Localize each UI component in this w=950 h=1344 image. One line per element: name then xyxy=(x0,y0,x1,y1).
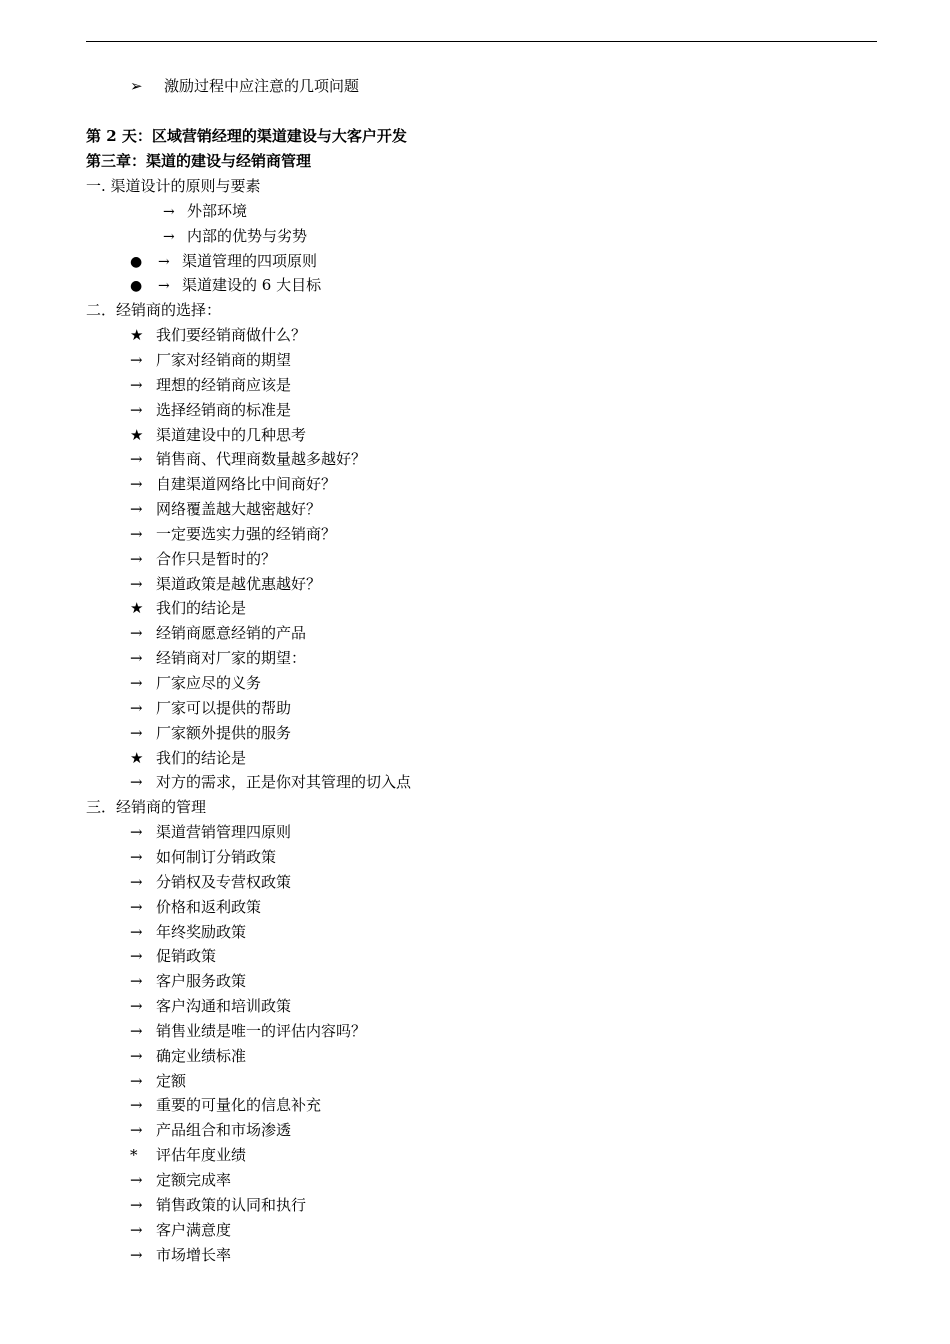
list-item xyxy=(130,1218,231,1243)
list-item xyxy=(130,721,291,746)
arrow-right-icon: → xyxy=(130,1022,143,1040)
arrow-right-icon: → xyxy=(163,204,175,220)
arrow-right-icon: → xyxy=(130,773,143,791)
list-item xyxy=(130,870,291,895)
list-item-text: 理想的经销商应该是 xyxy=(156,376,292,394)
arrow-right-icon: → xyxy=(130,1171,143,1189)
top-list-item-text: 激励过程中应注意的几项问题 xyxy=(164,77,360,95)
list-item-text: 确定业绩标准 xyxy=(156,1047,247,1065)
list-item xyxy=(130,820,291,845)
arrow-right-icon: → xyxy=(130,649,143,667)
list-item-text: 客户沟通和培训政策 xyxy=(156,997,292,1015)
list-item-text: 客户满意度 xyxy=(156,1221,232,1239)
filled-circle-bullet-icon: ● xyxy=(130,278,143,294)
arrow-right-icon: → xyxy=(158,278,170,294)
list-item-text: 市场增长率 xyxy=(156,1246,232,1264)
arrow-right-icon: → xyxy=(163,229,175,245)
list-item xyxy=(163,199,247,224)
list-item-text: 销售商、代理商数量越多越好？ xyxy=(156,450,367,468)
list-item xyxy=(130,1118,291,1143)
list-item xyxy=(130,746,246,771)
list-item-text: 对方的需求，正是你对其管理的切入点 xyxy=(156,773,412,791)
list-item-text: 厂家额外提供的服务 xyxy=(156,724,292,742)
list-item xyxy=(130,944,216,969)
list-item xyxy=(130,1243,231,1268)
list-item-text: 促销政策 xyxy=(156,947,217,965)
list-item-text: 厂家可以提供的帮助 xyxy=(156,699,292,717)
list-item xyxy=(130,994,291,1019)
arrow-right-icon: → xyxy=(130,1246,143,1264)
list-item-text: 厂家对经销商的期望 xyxy=(156,351,292,369)
arrow-right-icon: → xyxy=(130,674,143,692)
list-item-text: 销售业绩是唯一的评估内容吗？ xyxy=(156,1022,367,1040)
list-item xyxy=(130,1069,186,1094)
section-heading: 一. 渠道设计的原则与要素 xyxy=(86,177,261,195)
list-item-text: 厂家应尽的义务 xyxy=(156,674,262,692)
list-item-text: 自建渠道网络比中间商好？ xyxy=(156,475,337,493)
filled-circle-bullet-icon: ● xyxy=(130,254,143,270)
arrow-right-icon: → xyxy=(130,351,143,369)
asterisk-icon: * xyxy=(130,1146,138,1164)
list-item xyxy=(130,398,291,423)
list-item-text: 我们的结论是 xyxy=(156,599,247,617)
list-item xyxy=(163,224,307,249)
list-item xyxy=(130,646,306,671)
arrow-right-icon: → xyxy=(130,500,143,518)
list-item xyxy=(130,547,276,572)
list-item xyxy=(130,596,246,621)
arrow-right-icon: → xyxy=(130,848,143,866)
list-item xyxy=(130,671,261,696)
list-item-text: 内部的优势与劣势 xyxy=(187,227,308,245)
list-item xyxy=(130,497,321,522)
list-item-text: 产品组合和市场渗透 xyxy=(156,1121,292,1139)
arrow-right-icon: → xyxy=(130,550,143,568)
list-item xyxy=(130,621,306,646)
list-item-text: 评估年度业绩 xyxy=(156,1146,247,1164)
arrow-right-icon: → xyxy=(130,1047,143,1065)
list-item-text: 定额完成率 xyxy=(156,1171,232,1189)
arrow-right-icon: → xyxy=(130,699,143,717)
star-icon: ★ xyxy=(130,326,144,344)
list-item xyxy=(130,423,306,448)
arrowhead-bullet-icon: ➢ xyxy=(130,77,143,95)
day-heading: 第 2 天：区域营销经理的渠道建设与大客户开发 xyxy=(86,127,407,145)
header-rule xyxy=(86,41,877,42)
star-icon: ★ xyxy=(130,426,144,444)
list-item xyxy=(130,895,261,920)
list-item-text: 渠道建设的 6 大目标 xyxy=(182,276,322,294)
list-item-text: 合作只是暂时的？ xyxy=(156,550,277,568)
top-list-item xyxy=(130,74,359,99)
list-item-text: 选择经销商的标准是 xyxy=(156,401,292,419)
list-item-text: 渠道政策是越优惠越好？ xyxy=(156,575,322,593)
list-item xyxy=(130,447,366,472)
list-item xyxy=(130,1044,246,1069)
section-heading: 三．经销商的管理 xyxy=(86,798,207,817)
list-item-text: 我们的结论是 xyxy=(156,749,247,767)
arrow-right-icon: → xyxy=(130,624,143,642)
list-item-text: 经销商对厂家的期望： xyxy=(156,649,307,667)
arrow-right-icon: → xyxy=(130,475,143,493)
list-item-text: 客户服务政策 xyxy=(156,972,247,990)
star-icon: ★ xyxy=(130,599,144,617)
list-item-text: 我们要经销商做什么？ xyxy=(156,326,307,344)
list-item-text: 年终奖励政策 xyxy=(156,923,247,941)
list-item xyxy=(130,845,276,870)
list-item xyxy=(130,920,246,945)
list-item xyxy=(130,696,291,721)
arrow-right-icon: → xyxy=(130,376,143,394)
list-item-text: 定额 xyxy=(156,1072,187,1090)
list-item-text: 外部环境 xyxy=(187,202,248,220)
list-item xyxy=(130,572,321,597)
list-item-text: 渠道营销管理四原则 xyxy=(156,823,292,841)
arrow-right-icon: → xyxy=(130,1221,143,1239)
list-item-text: 价格和返利政策 xyxy=(156,898,262,916)
list-item-text: 一定要选实力强的经销商？ xyxy=(156,525,337,543)
list-item xyxy=(130,969,246,994)
list-item xyxy=(130,472,336,497)
list-item xyxy=(130,1168,231,1193)
list-item xyxy=(130,522,336,547)
list-item xyxy=(130,373,291,398)
list-item xyxy=(130,273,321,298)
arrow-right-icon: → xyxy=(130,972,143,990)
list-item-text: 重要的可量化的信息补充 xyxy=(156,1096,322,1114)
star-icon: ★ xyxy=(130,749,144,767)
list-item xyxy=(130,1143,246,1168)
arrow-right-icon: → xyxy=(130,898,143,916)
arrow-right-icon: → xyxy=(130,997,143,1015)
arrow-right-icon: → xyxy=(130,823,143,841)
list-item-text: 渠道建设中的几种思考 xyxy=(156,426,307,444)
arrow-right-icon: → xyxy=(130,923,143,941)
arrow-right-icon: → xyxy=(130,1196,143,1214)
list-item xyxy=(130,249,317,274)
list-item xyxy=(130,1093,321,1118)
list-item-text: 经销商愿意经销的产品 xyxy=(156,624,307,642)
arrow-right-icon: → xyxy=(130,525,143,543)
section-heading: 二．经销商的选择： xyxy=(86,301,222,320)
list-item-text: 销售政策的认同和执行 xyxy=(156,1196,307,1214)
arrow-right-icon: → xyxy=(130,575,143,593)
list-item-text: 网络覆盖越大越密越好？ xyxy=(156,500,322,518)
arrow-right-icon: → xyxy=(130,1096,143,1114)
arrow-right-icon: → xyxy=(158,254,170,270)
arrow-right-icon: → xyxy=(130,724,143,742)
arrow-right-icon: → xyxy=(130,873,143,891)
arrow-right-icon: → xyxy=(130,450,143,468)
list-item-text: 如何制订分销政策 xyxy=(156,848,277,866)
list-item xyxy=(130,770,411,795)
chapter-heading: 第三章：渠道的建设与经销商管理 xyxy=(86,152,312,170)
list-item xyxy=(130,1019,366,1044)
arrow-right-icon: → xyxy=(130,1121,143,1139)
list-item xyxy=(130,323,306,348)
arrow-right-icon: → xyxy=(130,947,143,965)
list-item-text: 分销权及专营权政策 xyxy=(156,873,292,891)
arrow-right-icon: → xyxy=(130,401,143,419)
list-item-text: 渠道管理的四项原则 xyxy=(182,252,318,270)
list-item xyxy=(130,348,291,373)
list-item xyxy=(130,1193,306,1218)
arrow-right-icon: → xyxy=(130,1072,143,1090)
